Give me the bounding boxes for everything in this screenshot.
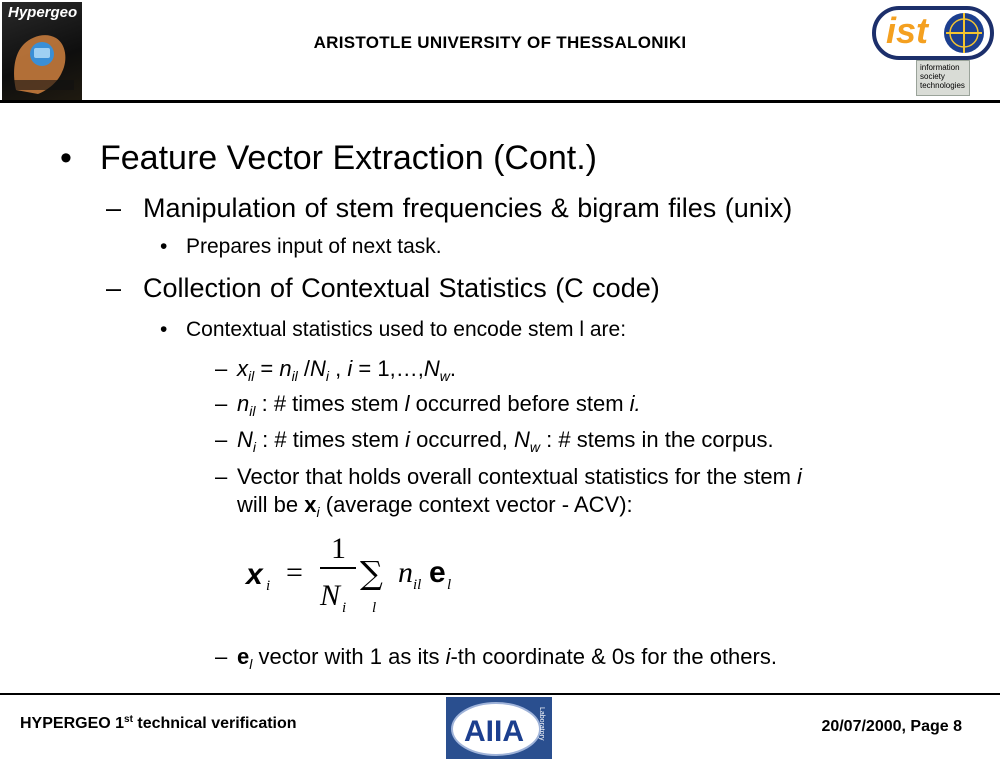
dash: – — [215, 644, 228, 669]
formula-lhs: x — [246, 558, 263, 591]
ist-caption-line: information — [920, 63, 960, 72]
aiia-lab-logo — [446, 697, 552, 759]
item-collection-label: Collection of Contextual Statistics (C code) — [143, 273, 660, 303]
formula-numerator: 1 — [331, 532, 346, 565]
formula-e: e — [429, 556, 446, 589]
aiia-logo-caption: Laboratory — [538, 707, 545, 741]
bullet-dot: • — [160, 235, 168, 258]
header-divider — [0, 100, 1000, 103]
bullet-dot: • — [60, 139, 72, 177]
formula-denominator: N — [320, 579, 341, 612]
dash: – — [215, 391, 228, 416]
ist-logo-text: ist — [886, 10, 929, 51]
ist-caption-line: society — [920, 72, 945, 81]
dash: – — [215, 427, 228, 452]
ist-caption-line: technologies — [920, 81, 965, 90]
university-title: ARISTOTLE UNIVERSITY OF THESSALONIKI — [313, 33, 687, 52]
definition-ni-text: $N_i$ : # times stem i occurred, $N_w$ : # stems in the corpus. — [237, 427, 774, 455]
item-collection-sub-text: Contextual statistics used to encode stem l are: — [186, 318, 627, 341]
dash: – — [106, 193, 122, 223]
footer-project: HYPERGEO 1st technical verification — [20, 714, 297, 732]
definition-acv-line1: Vector that holds overall contextual statistics for the stem i — [237, 464, 802, 489]
dash: – — [106, 273, 122, 303]
aiia-logo-icon — [446, 697, 552, 759]
formula-sum-sub: l — [372, 600, 377, 616]
item-manipulation-label: Manipulation of stem frequencies & bigram files (unix) — [143, 193, 793, 223]
acv-formula — [240, 526, 480, 616]
formula-denominator-sub: i — [342, 600, 347, 616]
slide-title: Feature Vector Extraction (Cont.) — [100, 139, 597, 177]
definition-xil-text: $x_{il} = n_{il}$ $/N_i$ , $i = 1,\dots,N_w$. — [237, 356, 456, 384]
footer-divider — [0, 693, 1000, 695]
formula-lhs-sub: i — [266, 578, 271, 594]
dash: – — [215, 356, 228, 381]
definition-acv-line2: will be $x_i$ (average context vector - ACV): — [237, 492, 633, 520]
formula-equals: = — [286, 556, 303, 589]
formula-n: n — [398, 556, 413, 589]
formula-n-sub: il — [413, 577, 422, 593]
ist-logo — [872, 4, 996, 96]
footer-date-page: 20/07/2000, Page 8 — [821, 718, 962, 735]
definition-el-text: $e_l$ vector with 1 as its i-th coordinate & 0s for the others. — [237, 644, 777, 672]
dash: – — [215, 464, 228, 489]
definition-nil-text: $n_{il}$ : # times stem l occurred before stem i. — [237, 391, 641, 419]
bullet-dot: • — [160, 318, 168, 341]
hypergeo-logo-text: Hypergeo — [8, 4, 78, 21]
aiia-logo-text: AIIA — [464, 715, 524, 748]
ist-caption-box — [916, 60, 970, 96]
formula-sum-symbol: ∑ — [360, 554, 383, 592]
formula-e-sub: l — [447, 577, 452, 593]
item-manipulation-sub-text: Prepares input of next task. — [186, 235, 442, 258]
